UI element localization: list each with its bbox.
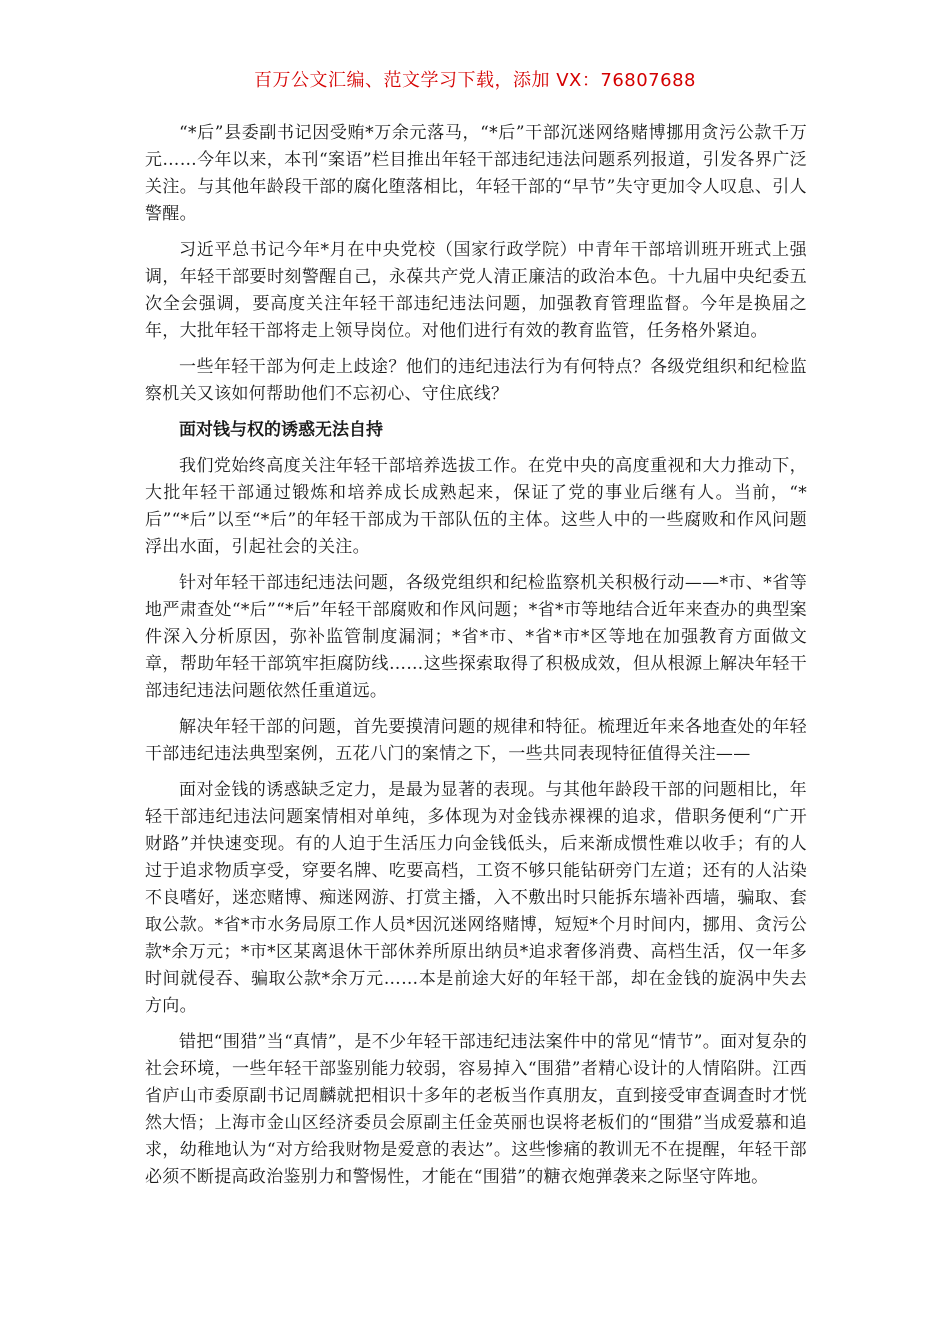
paragraph-intro-2: 习近平总书记今年*月在中央党校（国家行政学院）中青年干部培训班开班式上强调，年轻干部要时刻警醒自己，永葆共产党人清正廉洁的政治本色。十九届中央纪委五次全会强调，要高度关注年轻干部违纪违法问题，加强教育管理监督。今年是换届之年，大批年轻干部将走上领导岗位。对他们进行有效的教育监管，任务格外紧迫。 — [145, 240, 807, 341]
paragraph-section-1: 我们党始终高度关注年轻干部培养选拔工作。在党中央的高度重视和大力推动下，大批年轻干部通过锻炼和培养成长成熟起来，保证了党的事业后继有人。当前，“*后”“*后”以至“*后”的年轻干部成为干部队伍的主体。这些人中的一些腐败和作风问题浮出水面，引起社会的关注。 — [145, 456, 807, 557]
article-body — [145, 120, 807, 1200]
paragraph-section-3: 解决年轻干部的问题，首先要摸清问题的规律和特征。梳理近年来各地查处的年轻干部违纪违法典型案例，五花八门的案情之下，一些共同表现特征值得关注—— — [145, 717, 807, 764]
paragraph-section-4: 面对金钱的诱惑缺乏定力，是最为显著的表现。与其他年龄段干部的问题相比，年轻干部违纪违法问题案情相对单纯，多体现为对金钱赤裸裸的追求，借职务便利“广开财路”并快速变现。有的人迫于生活压力向金钱低头，后来渐成惯性难以收手；有的人过于追求物质享受，穿要名牌、吃要高档，工资不够只能钻研旁门左道；还有的人沾染不良嗜好，迷恋赌博、痴迷网游、打赏主播，入不敷出时只能拆东墙补西墙，骗取、套取公款。*省*市水务局原工作人员*因沉迷网络赌博，短短*个月时间内，挪用、贪污公款*余万元；*市*区某离退休干部休养所原出纳员*追求奢侈消费、高档生活，仅一年多时间就侵吞、骗取公款*余万元……本是前途大好的年轻干部，却在金钱的旋涡中失去方向。 — [145, 780, 807, 1016]
page-header-banner: 百万公文汇编、范文学习下载，添加 VX：76807688 — [254, 70, 696, 91]
paragraph-intro-3: 一些年轻干部为何走上歧途？他们的违纪违法行为有何特点？各级党组织和纪检监察机关又该如何帮助他们不忘初心、守住底线？ — [145, 357, 807, 404]
paragraph-section-5: 错把“围猎”当“真情”，是不少年轻干部违纪违法案件中的常见“情节”。面对复杂的社会环境，一些年轻干部鉴别能力较弱，容易掉入“围猎”者精心设计的人情陷阱。江西省庐山市委原副书记周麟就把相识十多年的老板当作真朋友，直到接受审查调查时才恍然大悟；上海市金山区经济委员会原副主任金英丽也误将老板们的“围猎”当成爱慕和追求，幼稚地认为“对方给我财物是爱意的表达”。这些惨痛的教训无不在提醒，年轻干部必须不断提高政治鉴别力和警惕性，才能在“围猎”的糖衣炮弹袭来之际坚守阵地。 — [145, 1032, 807, 1187]
paragraph-section-2: 针对年轻干部违纪违法问题，各级党组织和纪检监察机关积极行动——*市、*省等地严肃查处“*后”“*后”年轻干部腐败和作风问题；*省*市等地结合近年来查办的典型案件深入分析原因，弥补监管制度漏洞；*省*市、*省*市*区等地在加强教育方面做文章，帮助年轻干部筑牢拒腐防线……这些探索取得了积极成效，但从根源上解决年轻干部违纪违法问题依然任重道远。 — [145, 573, 807, 701]
section-heading: 面对钱与权的诱惑无法自持 — [179, 420, 383, 440]
paragraph-intro-1: “*后”县委副书记因受贿*万余元落马，“*后”干部沉迷网络赌博挪用贪污公款千万元……今年以来，本刊“案语”栏目推出年轻干部违纪违法问题系列报道，引发各界广泛关注。与其他年龄段干部的腐化堕落相比，年轻干部的“早节”失守更加令人叹息、引人警醒。 — [145, 123, 807, 224]
